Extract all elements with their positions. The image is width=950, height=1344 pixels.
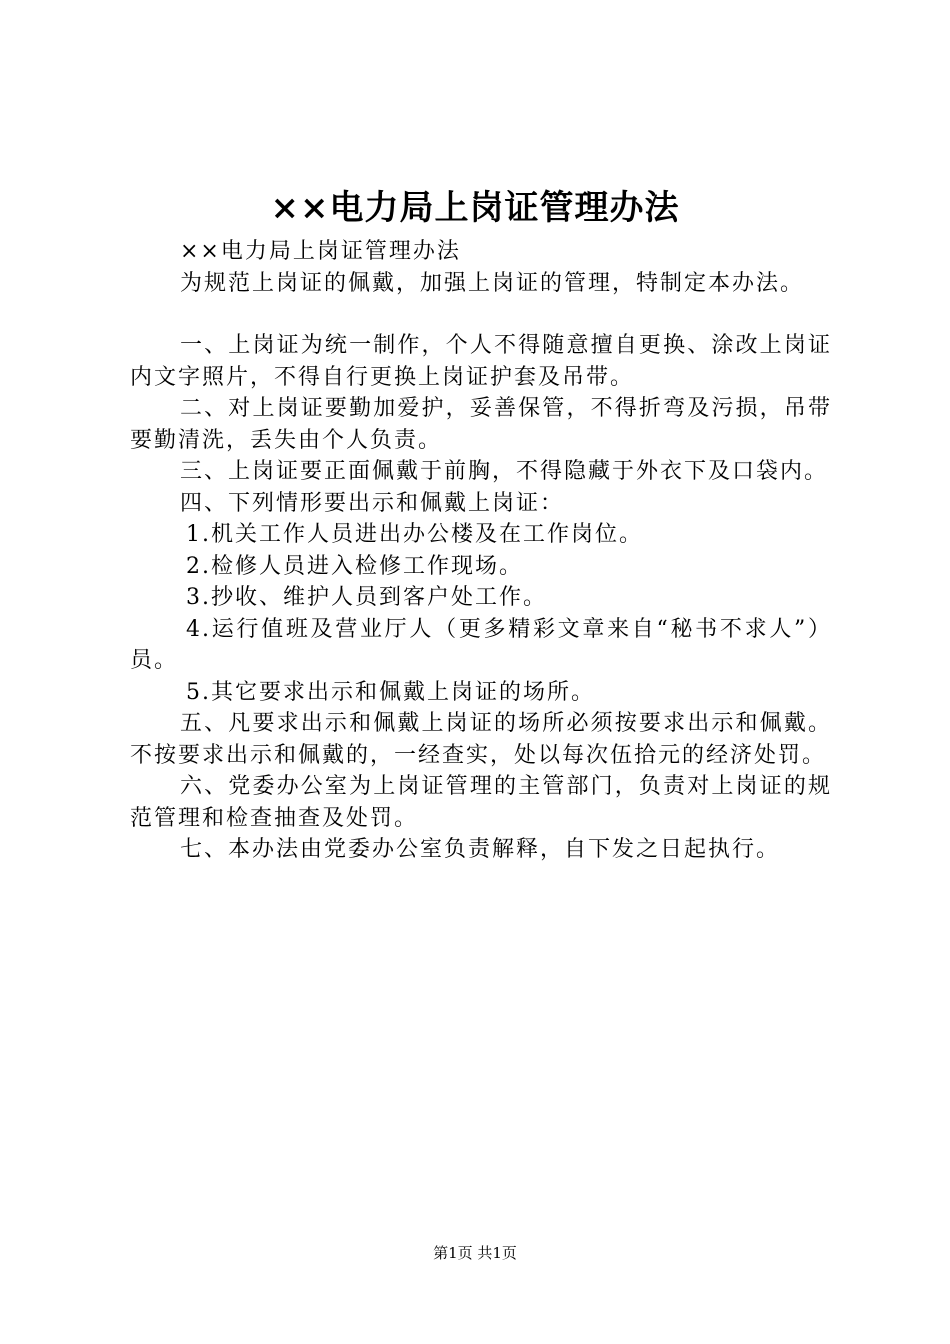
paragraph-article-4: 四、下列情形要出示和佩戴上岗证：: [180, 490, 565, 516]
paragraph-subtitle: ××电力局上岗证管理办法: [180, 239, 461, 264]
list-item-4: 4.运行值班及营业厅人（更多精彩文章来自“秘书不求人”）员。: [130, 616, 832, 673]
paragraph-article-6: 六、党委办公室为上岗证管理的主管部门，负责对上岗证的规范管理和检查抽查及处罚。: [130, 774, 832, 831]
page-footer: 第1页 共1页: [433, 1244, 517, 1262]
paragraph-intro: 为规范上岗证的佩戴，加强上岗证的管理，特制定本办法。: [180, 270, 805, 296]
paragraph-article-1: 一、上岗证为统一制作，个人不得随意擅自更换、涂改上岗证内文字照片，不得自行更换上岗证护套及吊带。: [130, 333, 832, 390]
list-item-2: 2.检修人员进入检修工作现场。: [186, 553, 523, 579]
document-body: [130, 236, 832, 866]
paragraph-article-2: 二、对上岗证要勤加爱护，妥善保管，不得折弯及污损，吊带要勤清洗，丢失由个人负责。: [130, 396, 832, 453]
list-item-3: 3.抄收、维护人员到客户处工作。: [186, 585, 547, 610]
paragraph-article-7: 七、本办法由党委办公室负责解释，自下发之日起执行。: [180, 837, 781, 862]
paragraph-article-3: 三、上岗证要正面佩戴于前胸，不得隐藏于外衣下及口袋内。: [180, 459, 829, 484]
list-item-1: 1.机关工作人员进出办公楼及在工作岗位。: [186, 522, 643, 547]
paragraph-article-5: 五、凡要求出示和佩戴上岗证的场所必须按要求出示和佩戴。不按要求出示和佩戴的，一经查实，处以每次伍拾元的经济处罚。: [130, 711, 832, 768]
document-title: ××电力局上岗证管理办法: [270, 188, 680, 228]
list-item-5: 5.其它要求出示和佩戴上岗证的场所。: [186, 679, 595, 705]
